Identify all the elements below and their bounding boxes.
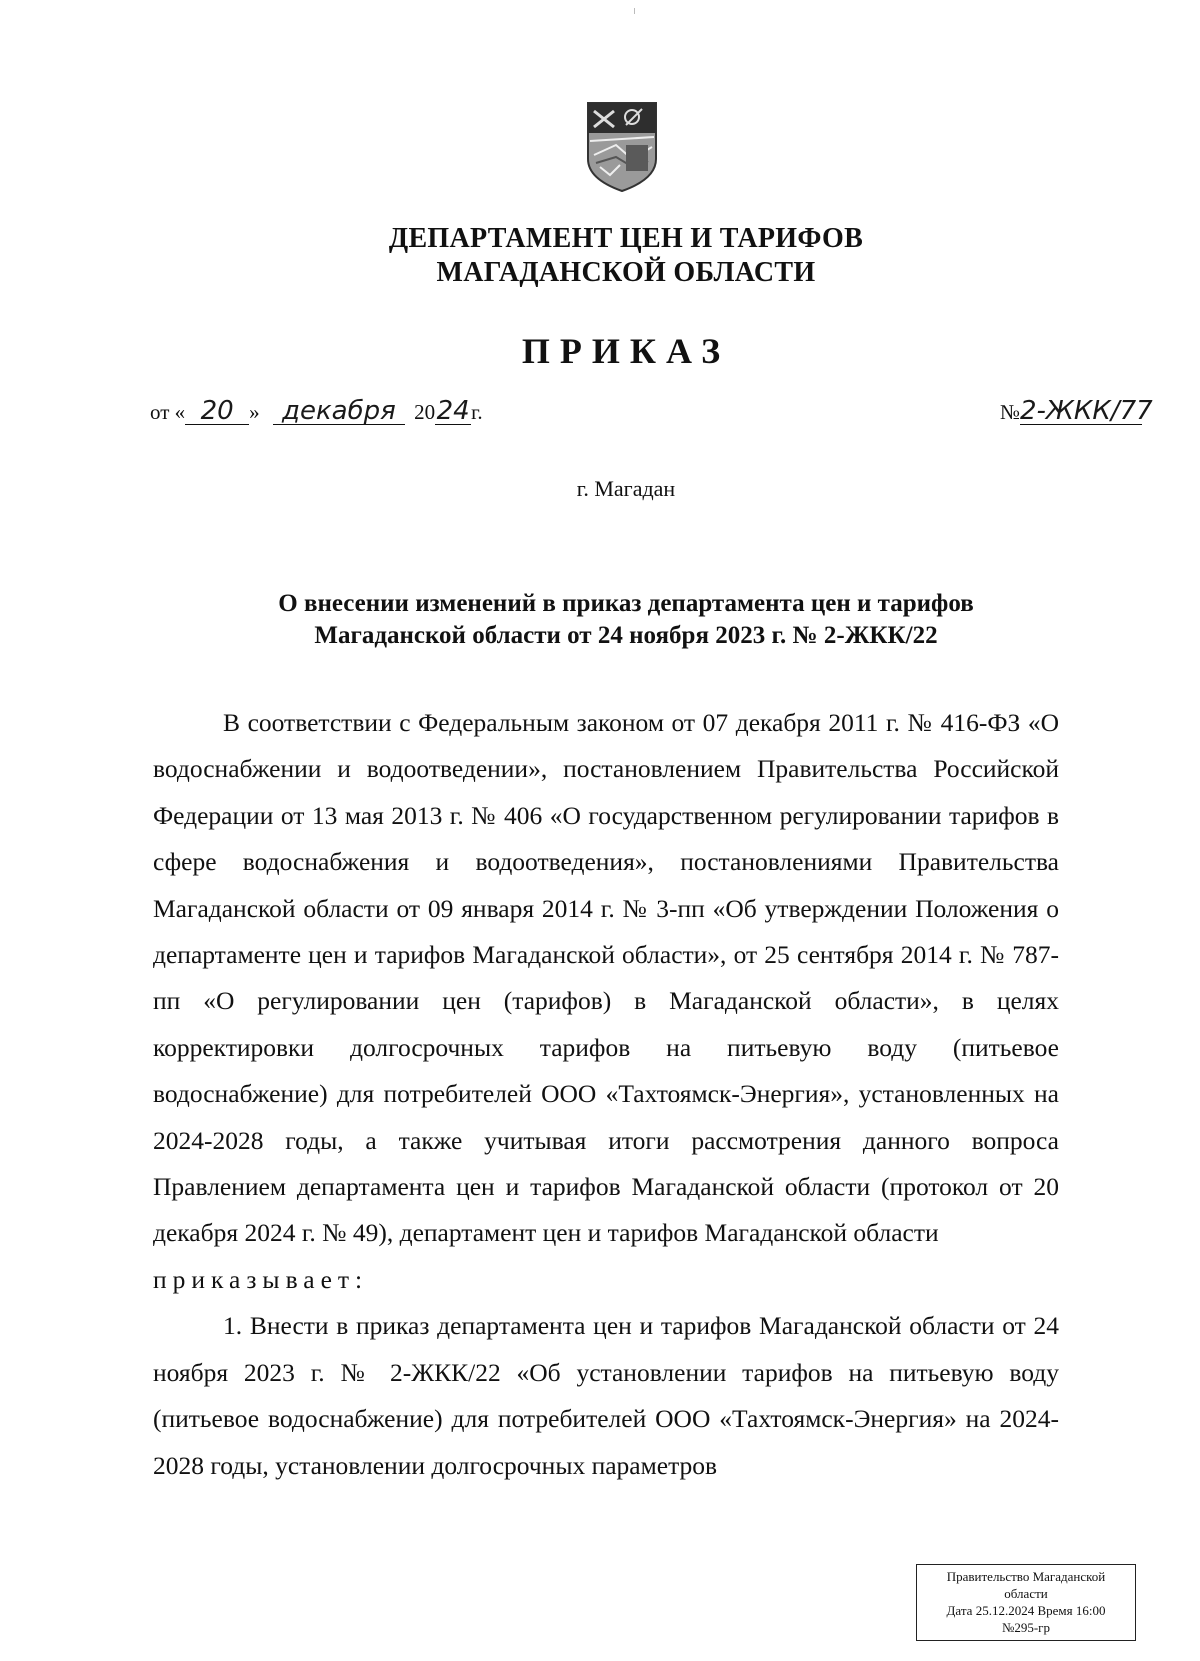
subject-line-1: О внесении изменений в приказ департамента цен и тарифов bbox=[278, 590, 974, 617]
order-number bbox=[999, 396, 1153, 426]
order-body bbox=[153, 700, 1059, 1489]
orders-word: приказывает: bbox=[153, 1264, 369, 1294]
scan-mark bbox=[634, 8, 635, 14]
date-prefix: от « bbox=[150, 400, 186, 424]
stamp-line-2: области bbox=[1004, 1586, 1048, 1601]
number-prefix: № bbox=[999, 400, 1020, 424]
stamp-line-4: №295-гр bbox=[1001, 1620, 1051, 1635]
city: г. Магадан bbox=[576, 476, 676, 501]
stamp-line-1: Правительство Магаданской bbox=[946, 1569, 1106, 1584]
coat-of-arms-icon bbox=[586, 101, 658, 193]
clause-1-paragraph: 1. Внести в приказ департамента цен и тарифов Магаданской области от 24 ноября 2023 г. № 2-ЖКК/22 «Об установлении тарифов на питьевую воду (питьевое водоснабжение) для потребителей ООО «Тахтоямск-Энергия» на 2024-2028 годы, установлении долгосрочных параметров bbox=[153, 1311, 1059, 1480]
date-month: декабря bbox=[273, 398, 405, 425]
subject-line-2: Магаданской области от 24 ноября 2023 г. № 2-ЖКК/22 bbox=[314, 622, 938, 649]
date-suffix: г. bbox=[471, 400, 483, 424]
department-line-1: ДЕПАРТАМЕНТ ЦЕН И ТАРИФОВ bbox=[388, 223, 864, 254]
date-year-prefix: 20 bbox=[414, 400, 436, 424]
stamp-line-3: Дата 25.12.2024 Время 16:00 bbox=[946, 1603, 1106, 1618]
department-line-2: МАГАДАНСКОЙ ОБЛАСТИ bbox=[436, 257, 816, 288]
date-year-suffix: 24 bbox=[436, 396, 470, 426]
department-name bbox=[0, 222, 1200, 290]
document-type: ПРИКАЗ bbox=[521, 331, 731, 371]
registration-stamp bbox=[916, 1564, 1136, 1641]
date-mid: » bbox=[249, 400, 260, 424]
date-day: 20 bbox=[185, 398, 249, 425]
number-value: 2-ЖКК/77 bbox=[1020, 396, 1153, 426]
order-date bbox=[150, 398, 483, 425]
preamble-paragraph: В соответствии с Федеральным законом от 07 декабря 2011 г. № 416-ФЗ «О водоснабжении и водоотведении», постановлением Правительства Российской Федерации от 13 мая 2013 г. № 406 «О государственном регулировании тарифов в сфере водоснабжения и водоотведения», постановлениями Правительства Магаданской области от 09 января 2014 г. № 3-пп «Об утверждении Положения о департаменте цен и тарифов Магаданской области», от 25 сентября 2014 г. № 787-пп «О регулировании цен (тарифов) в Магаданской области», в целях корректировки долгосрочных тарифов на питьевую воду (питьевое водоснабжение) для потребителей ООО «Тахтоямск-Энергия», установленных на 2024-2028 годы, а также учитывая итоги рассмотрения данного вопроса Правлением департамента цен и тарифов Магаданской области (протокол от 20 декабря 2024 г. № 49), департамент цен и тарифов Магаданской области bbox=[153, 708, 1059, 1248]
order-subject bbox=[0, 588, 1200, 652]
